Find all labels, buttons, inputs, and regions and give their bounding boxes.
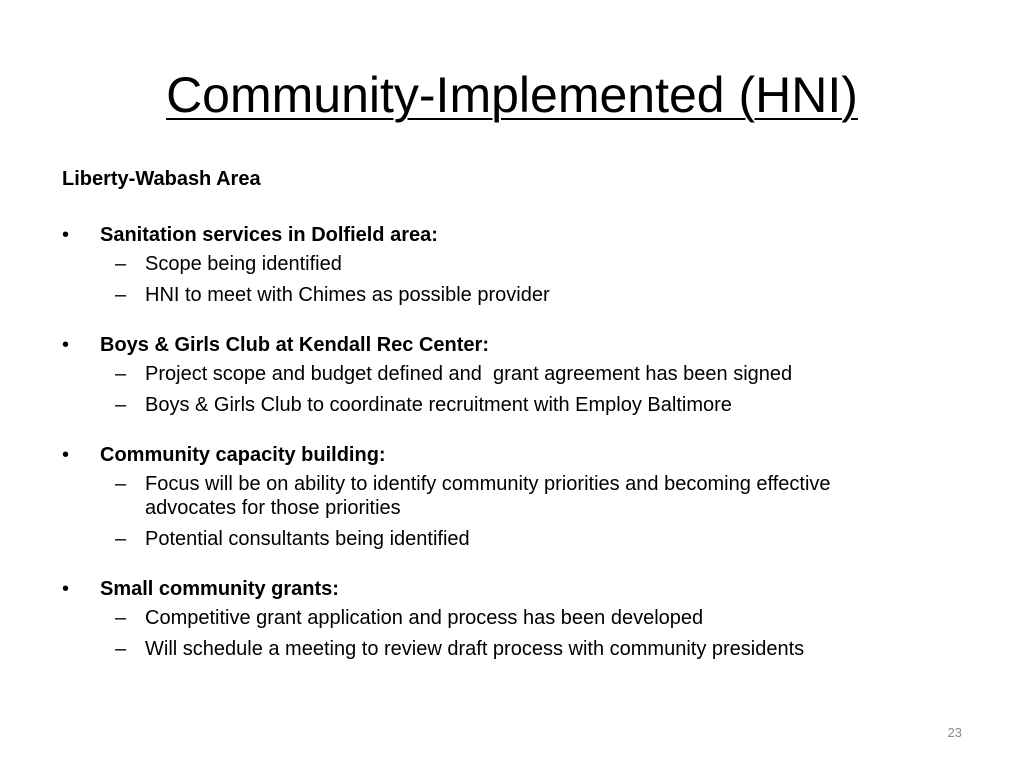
dash-icon: – <box>115 638 127 660</box>
sub-list <box>62 252 962 307</box>
dash-icon: – <box>115 607 127 629</box>
sub-item <box>62 252 962 276</box>
dash-icon: – <box>115 473 127 495</box>
sub-list <box>62 362 962 417</box>
sub-item-text: Project scope and budget defined and grant agreement has been signed <box>145 363 793 385</box>
sub-item <box>62 393 962 417</box>
bullet-row <box>62 222 962 248</box>
bullet-item <box>62 222 962 307</box>
sub-item-text: Focus will be on ability to identify community priorities and becoming effective advocates for those priorities <box>145 473 831 519</box>
bullet-label: Community capacity building: <box>100 444 386 466</box>
dash-icon: – <box>115 394 127 416</box>
bullet-dot-icon: • <box>62 224 70 246</box>
dash-icon: – <box>115 363 127 385</box>
bullet-item <box>62 332 962 417</box>
bullet-item <box>62 576 962 661</box>
bullet-dot-icon: • <box>62 444 70 466</box>
bullet-dot-icon: • <box>62 578 70 600</box>
sub-item-text: Potential consultants being identified <box>145 528 470 550</box>
sub-item <box>62 472 905 520</box>
sub-item <box>62 606 962 630</box>
dash-icon: – <box>115 284 127 306</box>
sub-item-text: Will schedule a meeting to review draft process with community presidents <box>145 638 805 660</box>
slide-title: Community-Implemented (HNI) <box>166 67 858 123</box>
bullet-row <box>62 442 962 468</box>
sub-item <box>62 527 962 551</box>
dash-icon: – <box>115 253 127 275</box>
sub-list <box>62 472 962 551</box>
bullet-label: Sanitation services in Dolfield area: <box>100 224 438 246</box>
sub-list <box>62 606 962 661</box>
sub-item-text: Boys & Girls Club to coordinate recruitment with Employ Baltimore <box>145 394 732 416</box>
bullet-row <box>62 576 962 602</box>
sub-item <box>62 362 962 386</box>
bullet-label: Boys & Girls Club at Kendall Rec Center: <box>100 334 489 356</box>
bullet-item <box>62 442 962 551</box>
sub-item <box>62 637 962 661</box>
bullet-label: Small community grants: <box>100 578 339 600</box>
bullet-list <box>62 222 962 686</box>
page-number: 23 <box>947 725 962 740</box>
dash-icon: – <box>115 528 127 550</box>
sub-item-text: Competitive grant application and process has been developed <box>145 607 704 629</box>
section-heading: Liberty-Wabash Area <box>62 168 261 190</box>
sub-item <box>62 283 962 307</box>
sub-item-text: HNI to meet with Chimes as possible provider <box>145 284 550 306</box>
sub-item-text: Scope being identified <box>145 253 342 275</box>
bullet-dot-icon: • <box>62 334 70 356</box>
bullet-row <box>62 332 962 358</box>
